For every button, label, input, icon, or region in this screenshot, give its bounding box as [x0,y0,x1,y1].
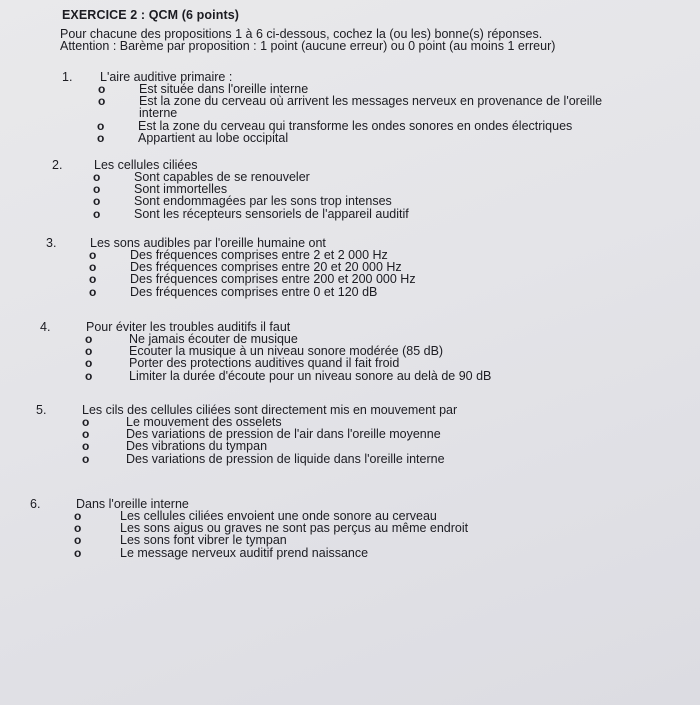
question-2-options [24,171,644,220]
option-label: Le mouvement des osselets [126,415,282,429]
question-3-number: 3. [46,236,57,250]
question-3-option-c[interactable] [20,273,640,285]
question-2-option-c[interactable] [24,195,644,207]
option-label: Est située dans l'oreille interne [139,82,309,96]
option-label: Des vibrations du tympan [126,439,268,454]
checkbox-circle-icon[interactable]: o [82,415,90,429]
checkbox-circle-icon[interactable]: o [85,356,93,371]
question-6-option-d[interactable] [8,547,658,559]
checkbox-circle-icon[interactable]: o [98,94,106,109]
question-1-number: 1. [62,70,73,84]
option-label: Limiter la durée d'écoute pour un niveau sonore au delà de 90 dB [129,368,492,383]
question-5 [12,404,662,465]
question-6-prompt: Dans l'oreille interne [76,497,189,511]
checkbox-circle-icon[interactable]: o [97,130,105,145]
checkbox-circle-icon[interactable]: o [85,344,93,359]
instruction-line-2: Attention : Barème par proposition : 1 point (aucune erreur) ou 0 point (au moins 1 erreur) [60,39,556,53]
option-label: Appartient au lobe occipital [138,130,289,145]
checkbox-circle-icon[interactable]: o [85,332,93,346]
question-3-prompt: Les sons audibles par l'oreille humaine ont [90,236,326,250]
checkbox-circle-icon[interactable]: o [98,82,106,96]
checkbox-circle-icon[interactable]: o [74,521,82,536]
option-label: Des fréquences comprises entre 0 et 120 dB [130,284,378,299]
question-1 [34,71,654,144]
option-label: Des variations de pression de l'air dans l'oreille moyenne [126,427,441,442]
option-label: Est la zone du cerveau qui transforme les ondes sonores en ondes électriques [138,118,573,133]
question-6-options [8,510,658,559]
question-5-head [12,404,662,416]
question-6-number: 6. [30,497,41,511]
question-2-head [24,159,644,171]
option-label: Sont endommagées par les sons trop intenses [134,194,392,209]
checkbox-circle-icon[interactable]: o [82,439,90,454]
question-2-number: 2. [52,158,63,172]
option-label: Des fréquences comprises entre 20 et 20 000 Hz [130,260,402,275]
option-label: Les sons font vibrer le tympan [120,533,287,548]
question-2-option-d[interactable] [24,208,644,220]
checkbox-circle-icon[interactable]: o [93,182,101,197]
question-4-prompt: Pour éviter les troubles auditifs il faut [86,320,291,334]
checkbox-circle-icon[interactable]: o [74,545,82,560]
checkbox-circle-icon[interactable]: o [74,533,82,548]
checkbox-circle-icon[interactable]: o [89,248,97,262]
question-4 [16,321,656,382]
option-label: Ecouter la musique à un niveau sonore modérée (85 dB) [129,344,444,359]
checkbox-circle-icon[interactable]: o [74,509,82,523]
question-1-option-d[interactable] [34,132,654,144]
checkbox-circle-icon[interactable]: o [82,451,90,466]
option-label: Les sons aigus ou graves ne sont pas perçus au même endroit [120,521,469,536]
checkbox-circle-icon[interactable]: o [89,260,97,275]
instructions [60,28,680,52]
exercise-title: EXERCICE 2 : QCM (6 points) [62,8,240,22]
option-label: Le message nerveux auditif prend naissance [120,545,369,560]
option-label: Des variations de pression de liquide dans l'oreille interne [126,451,445,466]
checkbox-circle-icon[interactable]: o [89,272,97,287]
question-1-prompt: L'aire auditive primaire : [100,70,233,84]
question-5-number: 5. [36,403,47,417]
question-5-prompt: Les cils des cellules ciliées sont directement mis en mouvement par [82,403,458,417]
checkbox-circle-icon[interactable]: o [85,368,93,383]
question-4-head [16,321,656,333]
question-4-number: 4. [40,320,51,334]
checkbox-circle-icon[interactable]: o [82,427,90,442]
question-3-option-d[interactable] [20,286,640,298]
question-4-option-d[interactable] [16,370,656,382]
option-label: Ne jamais écouter de musique [129,332,298,346]
question-5-options [12,416,662,465]
question-1-option-b[interactable] [34,95,619,119]
question-2-prompt: Les cellules ciliées [94,158,198,172]
checkbox-circle-icon[interactable]: o [93,170,101,184]
question-4-options [16,333,656,382]
question-3-options [20,249,640,298]
question-6-option-b[interactable] [8,522,658,534]
option-label: Est la zone du cerveau où arrivent les messages nerveux en provenance de l'oreille interne [139,94,603,121]
question-6 [8,498,658,559]
question-2-option-a[interactable] [24,171,644,183]
checkbox-circle-icon[interactable]: o [97,118,105,133]
checkbox-circle-icon[interactable]: o [93,206,101,221]
question-2 [24,159,644,220]
checkbox-circle-icon[interactable]: o [93,194,101,209]
option-label: Porter des protections auditives quand il fait froid [129,356,400,371]
question-6-option-c[interactable] [8,534,658,546]
question-5-option-b[interactable] [12,428,662,440]
question-1-options [34,83,654,144]
question-3 [20,237,640,298]
option-label: Sont les récepteurs sensoriels de l'appareil auditif [134,206,409,221]
question-5-option-c[interactable] [12,440,662,452]
option-label: Des fréquences comprises entre 2 et 2 000 Hz [130,248,388,262]
instruction-line-1: Pour chacune des propositions 1 à 6 ci-dessous, cochez la (ou les) bonne(s) réponses. [60,27,543,41]
question-5-option-d[interactable] [12,453,662,465]
option-label: Les cellules ciliées envoient une onde sonore au cerveau [120,509,437,523]
option-label: Sont immortelles [134,182,228,197]
option-label: Des fréquences comprises entre 200 et 200 000 Hz [130,272,416,287]
option-label: Sont capables de se renouveler [134,170,310,184]
question-1-option-c[interactable] [34,120,654,132]
question-1-head [34,71,654,83]
checkbox-circle-icon[interactable]: o [89,284,97,299]
question-4-option-c[interactable] [16,357,656,369]
